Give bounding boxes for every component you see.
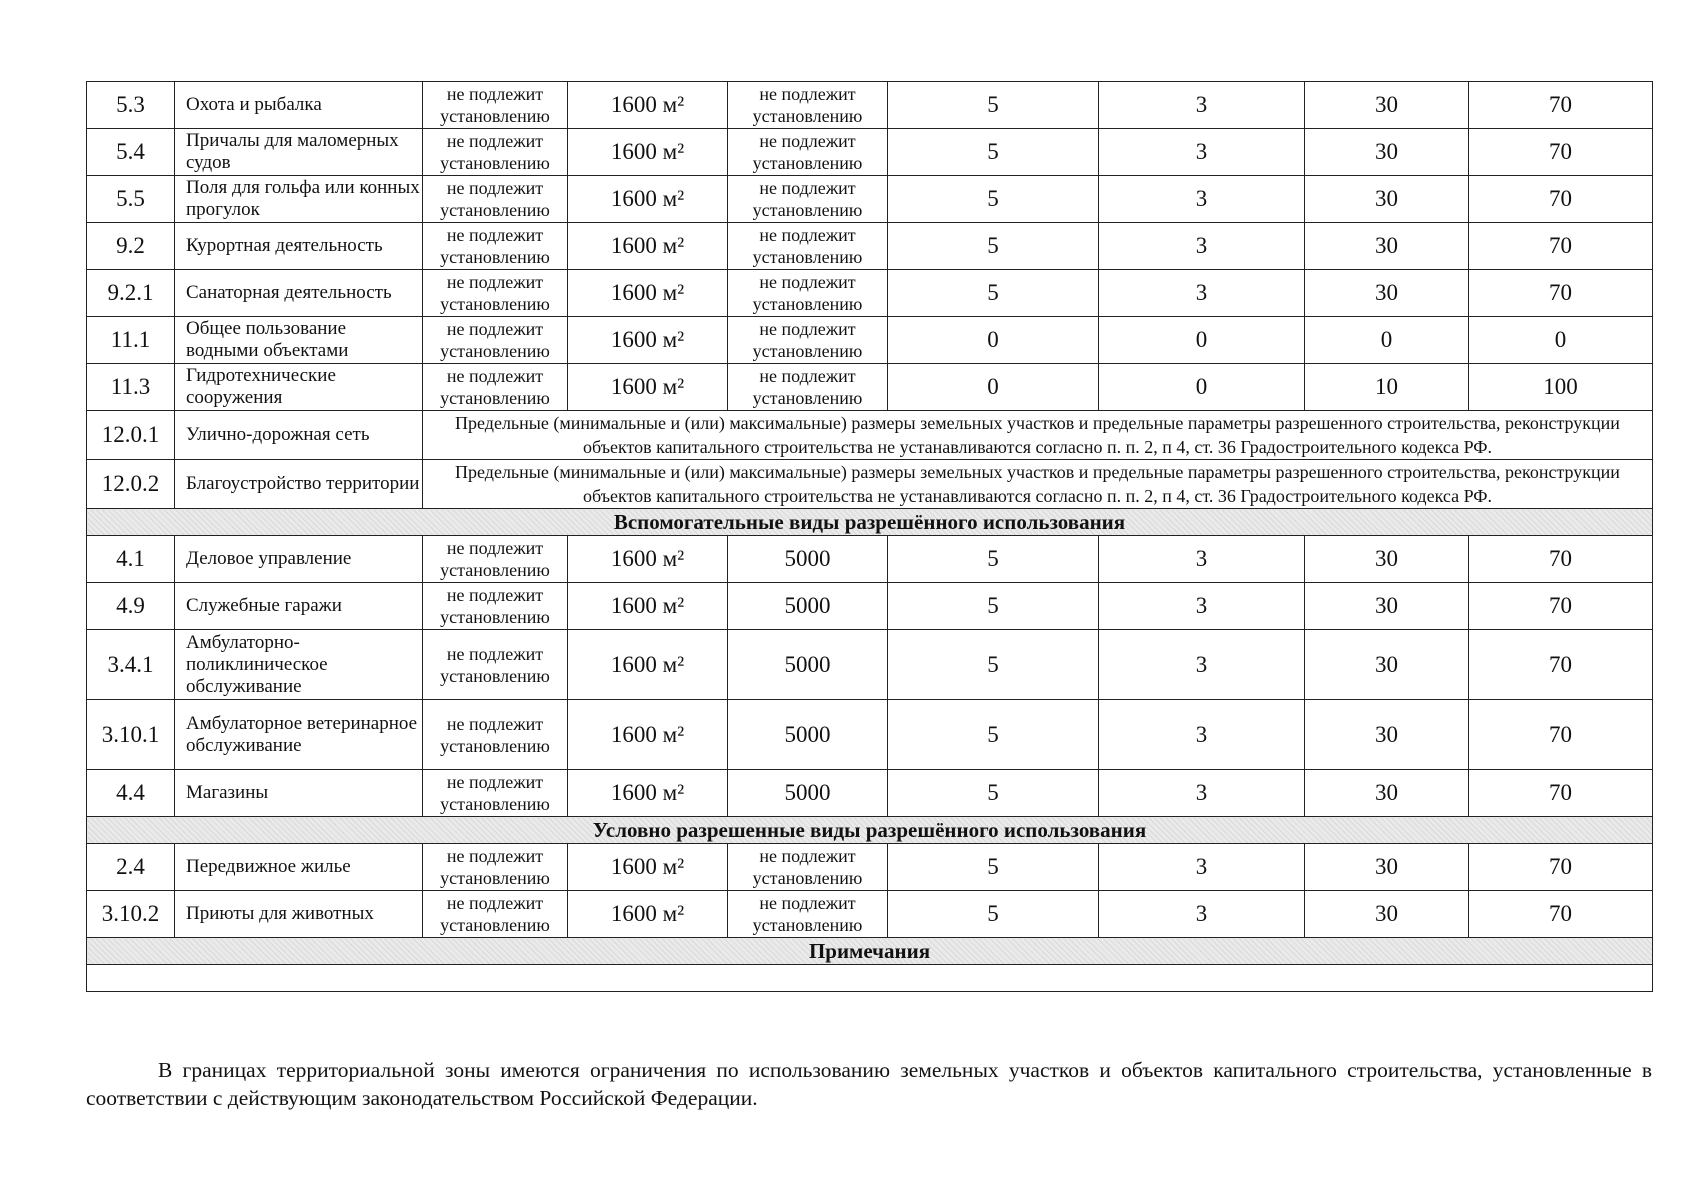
use-name: Гидротехнические сооружения <box>175 364 423 411</box>
use-name: Общее пользование водными объектами <box>175 317 423 364</box>
param-4: 70 <box>1469 630 1653 700</box>
param-3: 0 <box>1305 317 1469 364</box>
param-3: 30 <box>1305 223 1469 270</box>
table-row <box>87 891 1653 938</box>
param-4: 70 <box>1469 176 1653 223</box>
use-name: Служебные гаражи <box>175 583 423 630</box>
param-3: 30 <box>1305 129 1469 176</box>
table-row <box>87 536 1653 583</box>
param-4: 70 <box>1469 583 1653 630</box>
area-value: 1600 м² <box>568 700 728 770</box>
min-area: не подлежит установлению <box>423 82 568 129</box>
min-area: не подлежит установлению <box>423 270 568 317</box>
table-row <box>87 460 1653 509</box>
conditional-uses-heading: Условно разрешенные виды разрешённого использования <box>87 817 1653 844</box>
use-code: 12.0.1 <box>87 411 175 460</box>
max-area: не подлежит установлению <box>728 82 888 129</box>
max-area: 5000 <box>728 630 888 700</box>
param-4: 70 <box>1469 891 1653 938</box>
param-4: 70 <box>1469 536 1653 583</box>
use-code: 11.3 <box>87 364 175 411</box>
use-code: 3.10.1 <box>87 700 175 770</box>
param-1: 0 <box>888 364 1099 411</box>
max-area: не подлежит установлению <box>728 129 888 176</box>
param-3: 10 <box>1305 364 1469 411</box>
use-name: Амбулаторное ветеринарное обслуживание <box>175 700 423 770</box>
section-header-row <box>87 938 1653 965</box>
min-area: не подлежит установлению <box>423 364 568 411</box>
param-2: 3 <box>1099 583 1305 630</box>
min-area: не подлежит установлению <box>423 223 568 270</box>
area-value: 1600 м² <box>568 317 728 364</box>
min-area: не подлежит установлению <box>423 630 568 700</box>
max-area: 5000 <box>728 770 888 817</box>
area-value: 1600 м² <box>568 223 728 270</box>
max-area: не подлежит установлению <box>728 844 888 891</box>
use-code: 5.4 <box>87 129 175 176</box>
min-area: не подлежит установлению <box>423 317 568 364</box>
table-row <box>87 270 1653 317</box>
param-4: 70 <box>1469 844 1653 891</box>
use-name: Улично-дорожная сеть <box>175 411 423 460</box>
param-1: 5 <box>888 536 1099 583</box>
param-2: 3 <box>1099 536 1305 583</box>
param-1: 5 <box>888 700 1099 770</box>
param-1: 5 <box>888 583 1099 630</box>
param-1: 5 <box>888 630 1099 700</box>
param-4: 70 <box>1469 129 1653 176</box>
param-1: 5 <box>888 770 1099 817</box>
use-name: Причалы для маломерных судов <box>175 129 423 176</box>
section-header-row <box>87 817 1653 844</box>
max-area: не подлежит установлению <box>728 270 888 317</box>
use-code: 5.5 <box>87 176 175 223</box>
param-2: 3 <box>1099 270 1305 317</box>
param-2: 3 <box>1099 630 1305 700</box>
param-2: 0 <box>1099 364 1305 411</box>
area-value: 1600 м² <box>568 129 728 176</box>
table-row <box>87 583 1653 630</box>
param-4: 70 <box>1469 770 1653 817</box>
param-3: 30 <box>1305 270 1469 317</box>
area-value: 1600 м² <box>568 891 728 938</box>
zoning-parameters-table <box>86 81 1653 992</box>
max-area: не подлежит установлению <box>728 176 888 223</box>
param-2: 3 <box>1099 82 1305 129</box>
use-code: 4.9 <box>87 583 175 630</box>
min-area: не подлежит установлению <box>423 891 568 938</box>
param-3: 30 <box>1305 700 1469 770</box>
min-area: не подлежит установлению <box>423 583 568 630</box>
param-3: 30 <box>1305 536 1469 583</box>
area-value: 1600 м² <box>568 630 728 700</box>
use-code: 9.2 <box>87 223 175 270</box>
table-row <box>87 700 1653 770</box>
use-name: Курортная деятельность <box>175 223 423 270</box>
use-name: Приюты для животных <box>175 891 423 938</box>
param-3: 30 <box>1305 82 1469 129</box>
area-value: 1600 м² <box>568 176 728 223</box>
param-4: 0 <box>1469 317 1653 364</box>
use-code: 12.0.2 <box>87 460 175 509</box>
param-1: 5 <box>888 129 1099 176</box>
param-3: 30 <box>1305 891 1469 938</box>
not-applicable-note: Предельные (минимальные и (или) максимальные) размеры земельных участков и предельные параметры разрешенного строительства, реконструкции объектов капитального строительства не устанавливаются согласно п. п. 2, п 4, ст. 36 Градостроительного кодекса РФ. <box>423 411 1653 460</box>
use-code: 4.4 <box>87 770 175 817</box>
max-area: 5000 <box>728 536 888 583</box>
max-area: не подлежит установлению <box>728 364 888 411</box>
param-3: 30 <box>1305 770 1469 817</box>
area-value: 1600 м² <box>568 82 728 129</box>
area-value: 1600 м² <box>568 844 728 891</box>
max-area: не подлежит установлению <box>728 317 888 364</box>
param-1: 5 <box>888 891 1099 938</box>
min-area: не подлежит установлению <box>423 770 568 817</box>
param-4: 100 <box>1469 364 1653 411</box>
min-area: не подлежит установлению <box>423 844 568 891</box>
max-area: 5000 <box>728 700 888 770</box>
use-name: Амбулаторно-поликлиническое обслуживание <box>175 630 423 700</box>
area-value: 1600 м² <box>568 270 728 317</box>
param-2: 3 <box>1099 223 1305 270</box>
param-1: 5 <box>888 82 1099 129</box>
table-row <box>87 411 1653 460</box>
table-row <box>87 630 1653 700</box>
max-area: 5000 <box>728 583 888 630</box>
use-code: 2.4 <box>87 844 175 891</box>
param-2: 0 <box>1099 317 1305 364</box>
use-code: 9.2.1 <box>87 270 175 317</box>
param-1: 5 <box>888 270 1099 317</box>
min-area: не подлежит установлению <box>423 129 568 176</box>
table-row <box>87 844 1653 891</box>
param-3: 30 <box>1305 583 1469 630</box>
area-value: 1600 м² <box>568 364 728 411</box>
use-code: 3.10.2 <box>87 891 175 938</box>
param-2: 3 <box>1099 176 1305 223</box>
param-4: 70 <box>1469 700 1653 770</box>
not-applicable-note: Предельные (минимальные и (или) максимальные) размеры земельных участков и предельные параметры разрешенного строительства, реконструкции объектов капитального строительства не устанавливаются согласно п. п. 2, п 4, ст. 36 Градостроительного кодекса РФ. <box>423 460 1653 509</box>
table-row <box>87 770 1653 817</box>
param-1: 5 <box>888 844 1099 891</box>
min-area: не подлежит установлению <box>423 700 568 770</box>
param-1: 5 <box>888 176 1099 223</box>
param-3: 30 <box>1305 844 1469 891</box>
min-area: не подлежит установлению <box>423 536 568 583</box>
restrictions-paragraph: В границах территориальной зоны имеются ограничения по использованию земельных участков и объектов капитального строительства, установленные в соответствии с действующим законодательством Российской Федерации. <box>86 1057 1652 1110</box>
use-name: Деловое управление <box>175 536 423 583</box>
table-row <box>87 317 1653 364</box>
table-row <box>87 82 1653 129</box>
param-2: 3 <box>1099 129 1305 176</box>
use-name: Охота и рыбалка <box>175 82 423 129</box>
use-name: Санаторная деятельность <box>175 270 423 317</box>
notes-heading: Примечания <box>87 938 1653 965</box>
notes-cell <box>87 965 1653 992</box>
param-4: 70 <box>1469 82 1653 129</box>
notes-row <box>87 965 1653 992</box>
area-value: 1600 м² <box>568 583 728 630</box>
use-name: Магазины <box>175 770 423 817</box>
section-header-row <box>87 509 1653 536</box>
use-name: Благоустройство территории <box>175 460 423 509</box>
param-2: 3 <box>1099 770 1305 817</box>
auxiliary-uses-heading: Вспомогательные виды разрешённого использования <box>87 509 1653 536</box>
area-value: 1600 м² <box>568 536 728 583</box>
max-area: не подлежит установлению <box>728 223 888 270</box>
use-name: Передвижное жилье <box>175 844 423 891</box>
max-area: не подлежит установлению <box>728 891 888 938</box>
table-row <box>87 223 1653 270</box>
param-1: 5 <box>888 223 1099 270</box>
param-4: 70 <box>1469 223 1653 270</box>
table-row <box>87 176 1653 223</box>
use-code: 5.3 <box>87 82 175 129</box>
use-name: Поля для гольфа или конных прогулок <box>175 176 423 223</box>
param-2: 3 <box>1099 700 1305 770</box>
param-2: 3 <box>1099 844 1305 891</box>
table-row <box>87 364 1653 411</box>
param-3: 30 <box>1305 630 1469 700</box>
param-2: 3 <box>1099 891 1305 938</box>
param-3: 30 <box>1305 176 1469 223</box>
use-code: 3.4.1 <box>87 630 175 700</box>
param-4: 70 <box>1469 270 1653 317</box>
table-row <box>87 129 1653 176</box>
param-1: 0 <box>888 317 1099 364</box>
area-value: 1600 м² <box>568 770 728 817</box>
min-area: не подлежит установлению <box>423 176 568 223</box>
use-code: 11.1 <box>87 317 175 364</box>
use-code: 4.1 <box>87 536 175 583</box>
